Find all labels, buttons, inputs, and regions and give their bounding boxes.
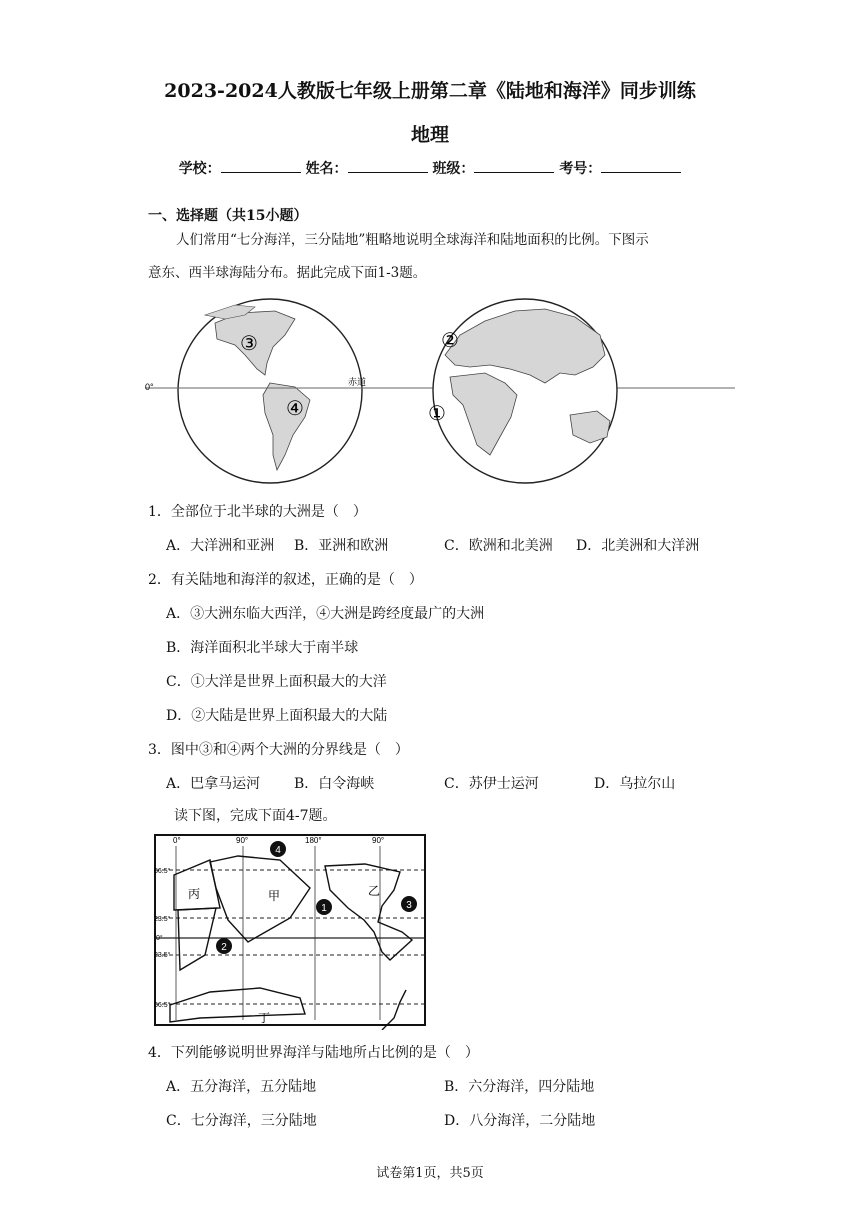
school-label: 学校： xyxy=(178,161,221,177)
lon-label-90: 90° xyxy=(236,836,249,845)
q2-option-c[interactable]: C．①大洋是世界上面积最大的大洋 xyxy=(166,674,387,690)
question-4-stem: 4．下列能够说明世界海洋与陆地所占比例的是（ ） xyxy=(148,1045,479,1061)
q2-option-d[interactable]: D．②大陆是世界上面积最大的大陆 xyxy=(166,708,388,724)
q1-option-d[interactable]: D．北美洲和大洋洲 xyxy=(576,538,700,554)
doc-title: 2023-2024人教版七年级上册第二章《陆地和海洋》同步训练 xyxy=(164,80,696,102)
q4-option-c[interactable]: C．七分海洋，三分陆地 xyxy=(166,1113,317,1129)
continents-grid-map xyxy=(150,830,430,1030)
mark-circle-4 xyxy=(270,841,286,857)
lon-label-0: 0° xyxy=(173,836,181,845)
name-blank[interactable] xyxy=(348,158,428,173)
mark-1: ① xyxy=(428,401,446,425)
zero-degree-label: 0° xyxy=(145,382,154,392)
q4-option-d[interactable]: D．八分海洋，二分陆地 xyxy=(444,1113,596,1129)
mark-circle-1 xyxy=(316,899,332,915)
mark-circle-3 xyxy=(401,896,417,912)
q3-option-c[interactable]: C．苏伊士运河 xyxy=(444,776,539,792)
school-blank[interactable] xyxy=(221,158,301,173)
label-jia: 甲 xyxy=(268,889,281,903)
exam-no-label: 考号： xyxy=(559,161,602,177)
q4-option-a[interactable]: A．五分海洋，五分陆地 xyxy=(166,1079,317,1095)
mark-2: ② xyxy=(441,328,459,352)
intro-line-2: 意东、西半球海陆分布。据此完成下面1-3题。 xyxy=(148,265,427,281)
mark-4-text: 4 xyxy=(275,845,281,856)
lat-label-0: 0° xyxy=(156,935,163,942)
q2-option-b[interactable]: B．海洋面积北半球大于南半球 xyxy=(166,640,359,656)
q3-option-a[interactable]: A．巴拿马运河 xyxy=(166,776,261,792)
q1-option-c[interactable]: C．欧洲和北美洲 xyxy=(444,538,553,554)
lat-label-23s: 23.5° xyxy=(154,952,171,959)
lon-label-90w: 90° xyxy=(372,836,385,845)
label-ding: 丁 xyxy=(258,1011,271,1025)
student-info xyxy=(0,158,860,178)
mark-2-text: 2 xyxy=(221,942,227,953)
lat-label-66s: 66.5° xyxy=(154,1002,171,1009)
intro-line-1: 人们常用“七分海洋，三分陆地”粗略地说明全球海洋和陆地面积的比例。下图示 xyxy=(176,232,649,248)
lon-label-180: 180° xyxy=(305,836,322,845)
class-blank[interactable] xyxy=(474,158,554,173)
q2-option-a[interactable]: A．③大洲东临大西洋，④大洲是跨经度最广的大洲 xyxy=(166,606,485,622)
q4-option-b[interactable]: B．六分海洋，四分陆地 xyxy=(444,1079,595,1095)
exam-no-blank[interactable] xyxy=(601,158,681,173)
equator-label: 赤道 xyxy=(348,377,367,387)
mark-3: ③ xyxy=(240,331,258,355)
mark-3-text: 3 xyxy=(406,900,412,911)
section-heading: 一、选择题（共15小题） xyxy=(148,208,308,224)
label-bing: 丙 xyxy=(188,887,201,901)
label-yi: 乙 xyxy=(368,884,381,898)
mark-4: ④ xyxy=(286,396,304,420)
class-label: 班级： xyxy=(432,161,475,177)
q3-option-b[interactable]: B．白令海峡 xyxy=(294,776,375,792)
question-1-stem: 1．全部位于北半球的大洲是（ ） xyxy=(148,504,367,520)
page-footer: 试卷第1页，共5页 xyxy=(376,1166,484,1181)
hemispheres-map xyxy=(145,295,735,490)
lat-label-23n: 23.5° xyxy=(154,916,171,923)
q1-option-b[interactable]: B．亚洲和欧洲 xyxy=(294,538,389,554)
q3-option-d[interactable]: D．乌拉尔山 xyxy=(594,776,676,792)
mark-1-text: 1 xyxy=(321,903,327,914)
mark-circle-2 xyxy=(216,938,232,954)
lat-label-66n: 66.5° xyxy=(154,868,171,875)
question-3-stem: 3．图中③和④两个大洲的分界线是（ ） xyxy=(148,742,409,758)
q1-option-a[interactable]: A．大洋洲和亚洲 xyxy=(166,538,275,554)
doc-subject: 地理 xyxy=(410,124,449,146)
question-2-stem: 2．有关陆地和海洋的叙述，正确的是（ ） xyxy=(148,572,423,588)
name-label: 姓名： xyxy=(305,161,348,177)
read-prompt: 读下图，完成下面4-7题。 xyxy=(174,808,337,824)
